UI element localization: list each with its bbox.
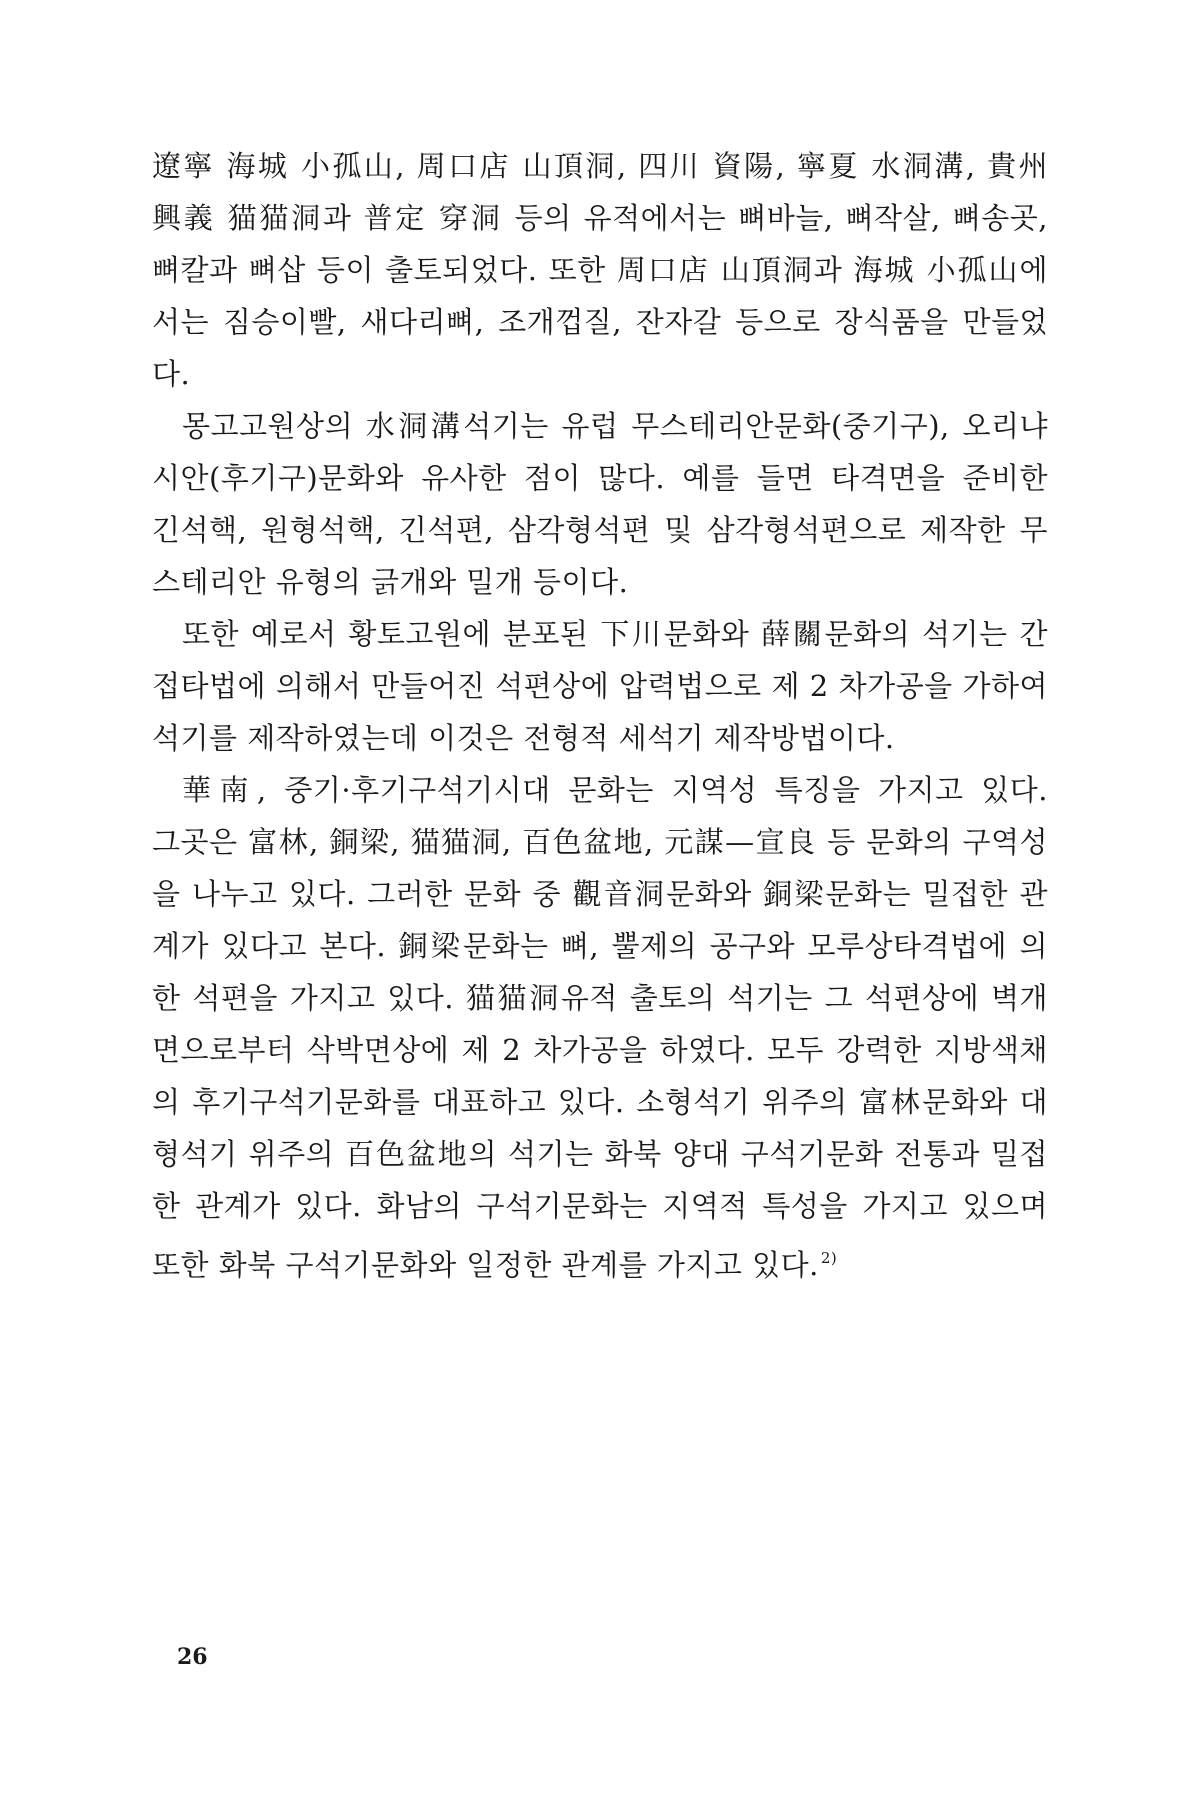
text-line: 몽고고원상의 水洞溝석기는 유럽 무스테리안문화(중기구), 오리냐: [182, 409, 1048, 443]
text-line: 그곳은 富林, 銅梁, 猫猫洞, 百色盆地, 元謀—宣良 등 문화의 구역성: [152, 825, 1048, 859]
text-line: 시안(후기구)문화와 유사한 점이 많다. 예를 들면 타격면을 준비한: [152, 461, 1048, 495]
page-number: 26: [177, 1644, 208, 1670]
text-line: 면으로부터 삭박면상에 제 2 차가공을 하였다. 모두 강력한 지방색채: [152, 1033, 1048, 1067]
text-line: 계가 있다고 본다. 銅梁문화는 뼈, 뿔제의 공구와 모루상타격법에 의: [152, 929, 1048, 963]
footnote-reference: 2): [820, 1249, 838, 1267]
text-line: [152, 1232, 1048, 1284]
text-line: 華南, 중기·후기구석기시대 문화는 지역성 특징을 가지고 있다.: [182, 773, 1048, 807]
text-line: 의 후기구석기문화를 대표하고 있다. 소형석기 위주의 富林문화와 대: [152, 1085, 1048, 1119]
text-line: 遼寧 海城 小孤山, 周口店 山頂洞, 四川 資陽, 寧夏 水洞溝, 貴州: [152, 149, 1048, 183]
text-line: 스테리안 유형의 긁개와 밀개 등이다.: [152, 565, 629, 599]
text-line: 다.: [152, 357, 191, 391]
text-line: 을 나누고 있다. 그러한 문화 중 觀音洞문화와 銅梁문화는 밀접한 관: [152, 877, 1048, 911]
paragraph-3: [152, 608, 1048, 764]
paragraph-4: [152, 764, 1048, 1284]
text-line: 형석기 위주의 百色盆地의 석기는 화북 양대 구석기문화 전통과 밀접: [152, 1137, 1048, 1171]
text-line: 석기를 제작하였는데 이것은 전형적 세석기 제작방법이다.: [152, 721, 895, 755]
text-line: 興義 猫猫洞과 普定 穿洞 등의 유적에서는 뼈바늘, 뼈작살, 뼈송곳,: [152, 201, 1048, 235]
text-line: 또한 예로서 황토고원에 분포된 下川문화와 薛關문화의 석기는 간: [182, 617, 1048, 651]
text-line: 긴석핵, 원형석핵, 긴석편, 삼각형석편 및 삼각형석편으로 제작한 무: [152, 513, 1048, 547]
text-line: 한 관계가 있다. 화남의 구석기문화는 지역적 특성을 가지고 있으며: [152, 1189, 1048, 1223]
text-line: 한 석편을 가지고 있다. 猫猫洞유적 출토의 석기는 그 석편상에 벽개: [152, 981, 1048, 1015]
text-line: 뼈칼과 뼈삽 등이 출토되었다. 또한 周口店 山頂洞과 海城 小孤山에: [152, 253, 1048, 287]
paragraph-1: [152, 140, 1048, 400]
text-line-content: 또한 화북 구석기문화와 일정한 관계를 가지고 있다.: [152, 1248, 819, 1282]
body-text: [152, 140, 1048, 1284]
text-line: 서는 짐승이빨, 새다리뼈, 조개껍질, 잔자갈 등으로 장식품을 만들었: [152, 305, 1048, 339]
text-line: 접타법에 의해서 만들어진 석편상에 압력법으로 제 2 차가공을 가하여: [152, 669, 1048, 703]
paragraph-2: [152, 400, 1048, 608]
